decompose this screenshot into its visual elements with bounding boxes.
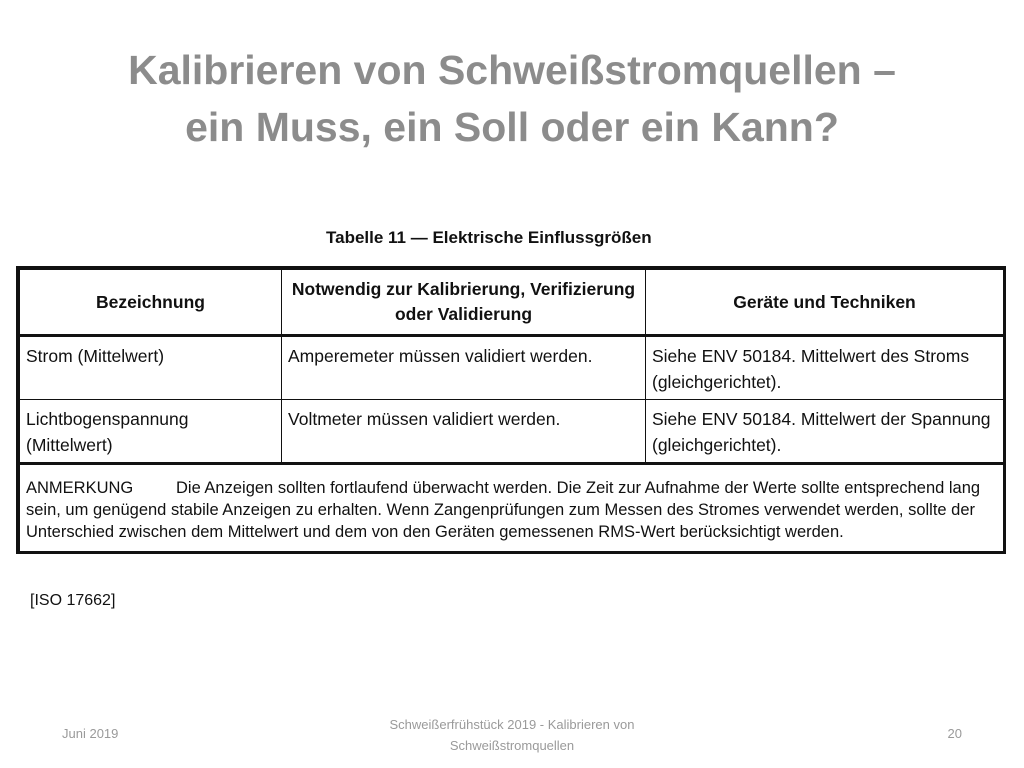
table-cell: Amperemeter müssen validiert werden. xyxy=(282,336,646,400)
table-row xyxy=(20,336,1004,400)
table-row xyxy=(20,400,1004,464)
header-geraete: Geräte und Techniken xyxy=(646,270,1004,336)
footer-page-number: 20 xyxy=(947,726,962,741)
table-cell: Strom (Mittelwert) xyxy=(20,336,282,400)
influence-table xyxy=(19,269,1004,552)
header-notwendig: Notwendig zur Kalibrierung, Verifizierung oder Validierung xyxy=(282,270,646,336)
footer-title xyxy=(352,714,672,756)
table-header-row xyxy=(20,270,1004,336)
note-text: Die Anzeigen sollten fortlaufend überwacht werden. Die Zeit zur Aufnahme der Werte sollte entsprechend lang sein, um genügend stabile Anzeigen zu erhalten. Wenn Zangenprüfungen zum Messen des Stromes verwendet werden, sollte der Unterschied zwischen dem Mittelwert und dem von den Geräten gemessenen RMS-Wert berücksichtigt werden. xyxy=(26,479,981,541)
footer-title-line-2: Schweißstromquellen xyxy=(449,738,575,753)
table-cell: Lichtbogenspannung (Mittelwert) xyxy=(20,400,282,464)
table-note-row xyxy=(20,464,1004,552)
header-bezeichnung: Bezeichnung xyxy=(20,270,282,336)
note-label: ANMERKUNG xyxy=(26,479,134,497)
slide-title-line-2: ein Muss, ein Soll oder ein Kann? xyxy=(185,104,839,150)
footer-title-line-1: Schweißerfrühstück 2019 - Kalibrieren von xyxy=(389,717,635,732)
source-reference: [ISO 17662] xyxy=(30,592,116,609)
slide-title xyxy=(40,42,984,156)
influence-table-frame xyxy=(16,266,1006,554)
table-note xyxy=(20,464,1004,552)
footer-date: Juni 2019 xyxy=(62,726,119,741)
slide-title-line-1: Kalibrieren von Schweißstromquellen – xyxy=(128,47,896,93)
table-cell: Voltmeter müssen validiert werden. xyxy=(282,400,646,464)
table-caption: Tabelle 11 — Elektrische Einflussgrößen xyxy=(326,228,652,247)
table-cell: Siehe ENV 50184. Mittelwert des Stroms (gleichgerichtet). xyxy=(646,336,1004,400)
table-cell: Siehe ENV 50184. Mittelwert der Spannung (gleichgerichtet). xyxy=(646,400,1004,464)
